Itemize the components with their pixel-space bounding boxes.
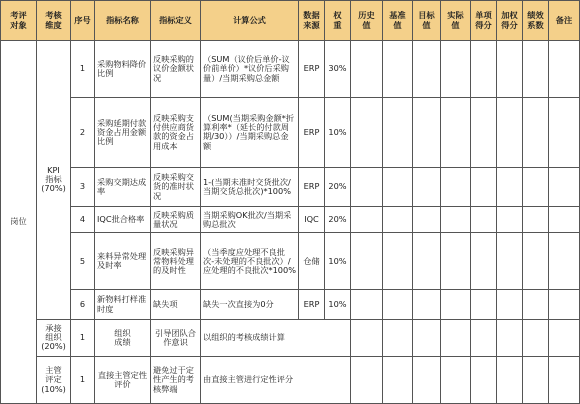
table-row xyxy=(1,319,580,356)
definition-cell: 反映采购异常物料处理的及时性 xyxy=(151,233,201,290)
goal-cell[interactable] xyxy=(413,319,441,356)
header-name: 指标名称 xyxy=(95,1,151,41)
formula-cell: （SUM（议价后单价-议价前单价）*议价后采购量）/当期采购总金额 xyxy=(201,41,299,98)
weighted-score-cell[interactable] xyxy=(497,290,523,320)
baseline-cell[interactable] xyxy=(383,356,413,403)
table-row xyxy=(1,356,580,403)
actual-cell[interactable] xyxy=(441,319,471,356)
definition-cell: 反映采购交货的准时状况 xyxy=(151,167,201,206)
weighted-score-cell[interactable] xyxy=(497,233,523,290)
history-cell[interactable] xyxy=(351,41,383,98)
header-dimension: 考核 维度 xyxy=(37,1,71,41)
header-single-score: 单项 得分 xyxy=(471,1,497,41)
weight-cell: 20% xyxy=(325,207,351,233)
goal-cell[interactable] xyxy=(413,356,441,403)
header-definition: 指标定义 xyxy=(151,1,201,41)
single-score-cell[interactable] xyxy=(471,97,497,167)
remark-cell[interactable] xyxy=(549,290,580,320)
single-score-cell[interactable] xyxy=(471,207,497,233)
table-row xyxy=(1,97,580,167)
seq-cell: 3 xyxy=(71,167,95,206)
name-cell: 组织 成绩 xyxy=(95,319,151,356)
source-cell: 仓储 xyxy=(299,233,325,290)
goal-cell[interactable] xyxy=(413,167,441,206)
weight-cell: 20% xyxy=(325,167,351,206)
seq-cell: 1 xyxy=(71,41,95,98)
definition-cell: 引导团队合作意识 xyxy=(151,319,201,356)
single-score-cell[interactable] xyxy=(471,319,497,356)
remark-cell[interactable] xyxy=(549,207,580,233)
name-cell: 采购延期付款资金占用金额比例 xyxy=(95,97,151,167)
weighted-score-cell[interactable] xyxy=(497,97,523,167)
definition-cell: 反映采购质量状况 xyxy=(151,207,201,233)
name-cell: 新物料打样准时度 xyxy=(95,290,151,320)
baseline-cell[interactable] xyxy=(383,290,413,320)
source-cell: ERP xyxy=(299,41,325,98)
perf-coef-cell[interactable] xyxy=(523,233,549,290)
history-cell[interactable] xyxy=(351,207,383,233)
baseline-cell[interactable] xyxy=(383,207,413,233)
formula-cell: 缺失一次直接为0分 xyxy=(201,290,299,320)
history-cell[interactable] xyxy=(351,167,383,206)
source-cell: IQC xyxy=(299,207,325,233)
seq-cell: 6 xyxy=(71,290,95,320)
formula-cell: （SUM(当期采购金额*折算利率*（延长的付款周期/30））/当期采购总金额 xyxy=(201,97,299,167)
mgr-dimension-cell: 主管 评定 (10%) xyxy=(37,356,71,403)
goal-cell[interactable] xyxy=(413,97,441,167)
remark-cell[interactable] xyxy=(549,167,580,206)
remark-cell[interactable] xyxy=(549,356,580,403)
baseline-cell[interactable] xyxy=(383,167,413,206)
source-cell: ERP xyxy=(299,167,325,206)
name-cell: IQC批合格率 xyxy=(95,207,151,233)
goal-cell[interactable] xyxy=(413,233,441,290)
history-cell[interactable] xyxy=(351,233,383,290)
seq-cell: 2 xyxy=(71,97,95,167)
name-cell: 采购交期达成率 xyxy=(95,167,151,206)
table-row xyxy=(1,41,580,98)
history-cell[interactable] xyxy=(351,290,383,320)
formula-cell: 以组织的考核成绩计算 xyxy=(201,319,351,356)
header-perf-coef: 绩效 系数 xyxy=(523,1,549,41)
perf-coef-cell[interactable] xyxy=(523,41,549,98)
single-score-cell[interactable] xyxy=(471,356,497,403)
header-baseline: 基准 值 xyxy=(383,1,413,41)
perf-coef-cell[interactable] xyxy=(523,167,549,206)
formula-cell: 1-(当期未准时交货批次/当期交货总批次)*100% xyxy=(201,167,299,206)
actual-cell[interactable] xyxy=(441,97,471,167)
header-row xyxy=(1,1,580,41)
source-cell: ERP xyxy=(299,290,325,320)
single-score-cell[interactable] xyxy=(471,290,497,320)
seq-cell: 1 xyxy=(71,319,95,356)
perf-coef-cell[interactable] xyxy=(523,319,549,356)
formula-cell: 当期采购OK批次/当期采购总批次 xyxy=(201,207,299,233)
actual-cell[interactable] xyxy=(441,356,471,403)
weighted-score-cell[interactable] xyxy=(497,319,523,356)
remark-cell[interactable] xyxy=(549,319,580,356)
seq-cell: 5 xyxy=(71,233,95,290)
header-remark: 备注 xyxy=(549,1,580,41)
weighted-score-cell[interactable] xyxy=(497,207,523,233)
weighted-score-cell[interactable] xyxy=(497,167,523,206)
history-cell[interactable] xyxy=(351,356,383,403)
table-row xyxy=(1,290,580,320)
header-target: 考评 对象 xyxy=(1,1,37,41)
remark-cell[interactable] xyxy=(549,233,580,290)
weight-cell: 10% xyxy=(325,290,351,320)
goal-cell[interactable] xyxy=(413,290,441,320)
weight-cell: 30% xyxy=(325,41,351,98)
header-weight: 权 重 xyxy=(325,1,351,41)
header-seq: 序号 xyxy=(71,1,95,41)
definition-cell: 反映采购支付供应商货款的资金占用成本 xyxy=(151,97,201,167)
formula-cell: 由直接主管进行定性评分 xyxy=(201,356,351,403)
table-row xyxy=(1,207,580,233)
goal-cell[interactable] xyxy=(413,207,441,233)
name-cell: 直接主管定性评价 xyxy=(95,356,151,403)
actual-cell[interactable] xyxy=(441,41,471,98)
header-weighted-score: 加权 得分 xyxy=(497,1,523,41)
seq-cell: 1 xyxy=(71,356,95,403)
actual-cell[interactable] xyxy=(441,290,471,320)
single-score-cell[interactable] xyxy=(471,41,497,98)
definition-cell: 反映采购的议价金额状况 xyxy=(151,41,201,98)
history-cell[interactable] xyxy=(351,97,383,167)
header-actual: 实际 值 xyxy=(441,1,471,41)
goal-cell[interactable] xyxy=(413,41,441,98)
baseline-cell[interactable] xyxy=(383,97,413,167)
kpi-dimension-cell: KPI 指标 (70%) xyxy=(37,41,71,320)
name-cell: 来料异常处理及时率 xyxy=(95,233,151,290)
source-cell: ERP xyxy=(299,97,325,167)
history-cell[interactable] xyxy=(351,319,383,356)
name-cell: 采购物料降价比例 xyxy=(95,41,151,98)
remark-cell[interactable] xyxy=(549,41,580,98)
actual-cell[interactable] xyxy=(441,207,471,233)
perf-coef-cell[interactable] xyxy=(523,356,549,403)
weight-cell: 10% xyxy=(325,233,351,290)
definition-cell: 缺失项 xyxy=(151,290,201,320)
perf-coef-cell[interactable] xyxy=(523,97,549,167)
weighted-score-cell[interactable] xyxy=(497,41,523,98)
single-score-cell[interactable] xyxy=(471,167,497,206)
single-score-cell[interactable] xyxy=(471,233,497,290)
definition-cell: 避免过于定性产生的考核弊端 xyxy=(151,356,201,403)
baseline-cell[interactable] xyxy=(383,233,413,290)
header-source: 数据 来源 xyxy=(299,1,325,41)
actual-cell[interactable] xyxy=(441,233,471,290)
target-cell: 岗位 xyxy=(1,41,37,404)
header-goal: 目标 值 xyxy=(413,1,441,41)
formula-cell: （当季度应处理不良批次-未处理的不良批次）/应处理的不良批次*100% xyxy=(201,233,299,290)
seq-cell: 4 xyxy=(71,207,95,233)
table-row xyxy=(1,233,580,290)
baseline-cell[interactable] xyxy=(383,319,413,356)
header-history: 历史 值 xyxy=(351,1,383,41)
perf-coef-cell[interactable] xyxy=(523,207,549,233)
weight-cell: 10% xyxy=(325,97,351,167)
perf-coef-cell[interactable] xyxy=(523,290,549,320)
weighted-score-cell[interactable] xyxy=(497,356,523,403)
baseline-cell[interactable] xyxy=(383,41,413,98)
org-dimension-cell: 承接 组织 (20%) xyxy=(37,319,71,356)
actual-cell[interactable] xyxy=(441,167,471,206)
remark-cell[interactable] xyxy=(549,97,580,167)
header-formula: 计算公式 xyxy=(201,1,299,41)
table-row xyxy=(1,167,580,206)
